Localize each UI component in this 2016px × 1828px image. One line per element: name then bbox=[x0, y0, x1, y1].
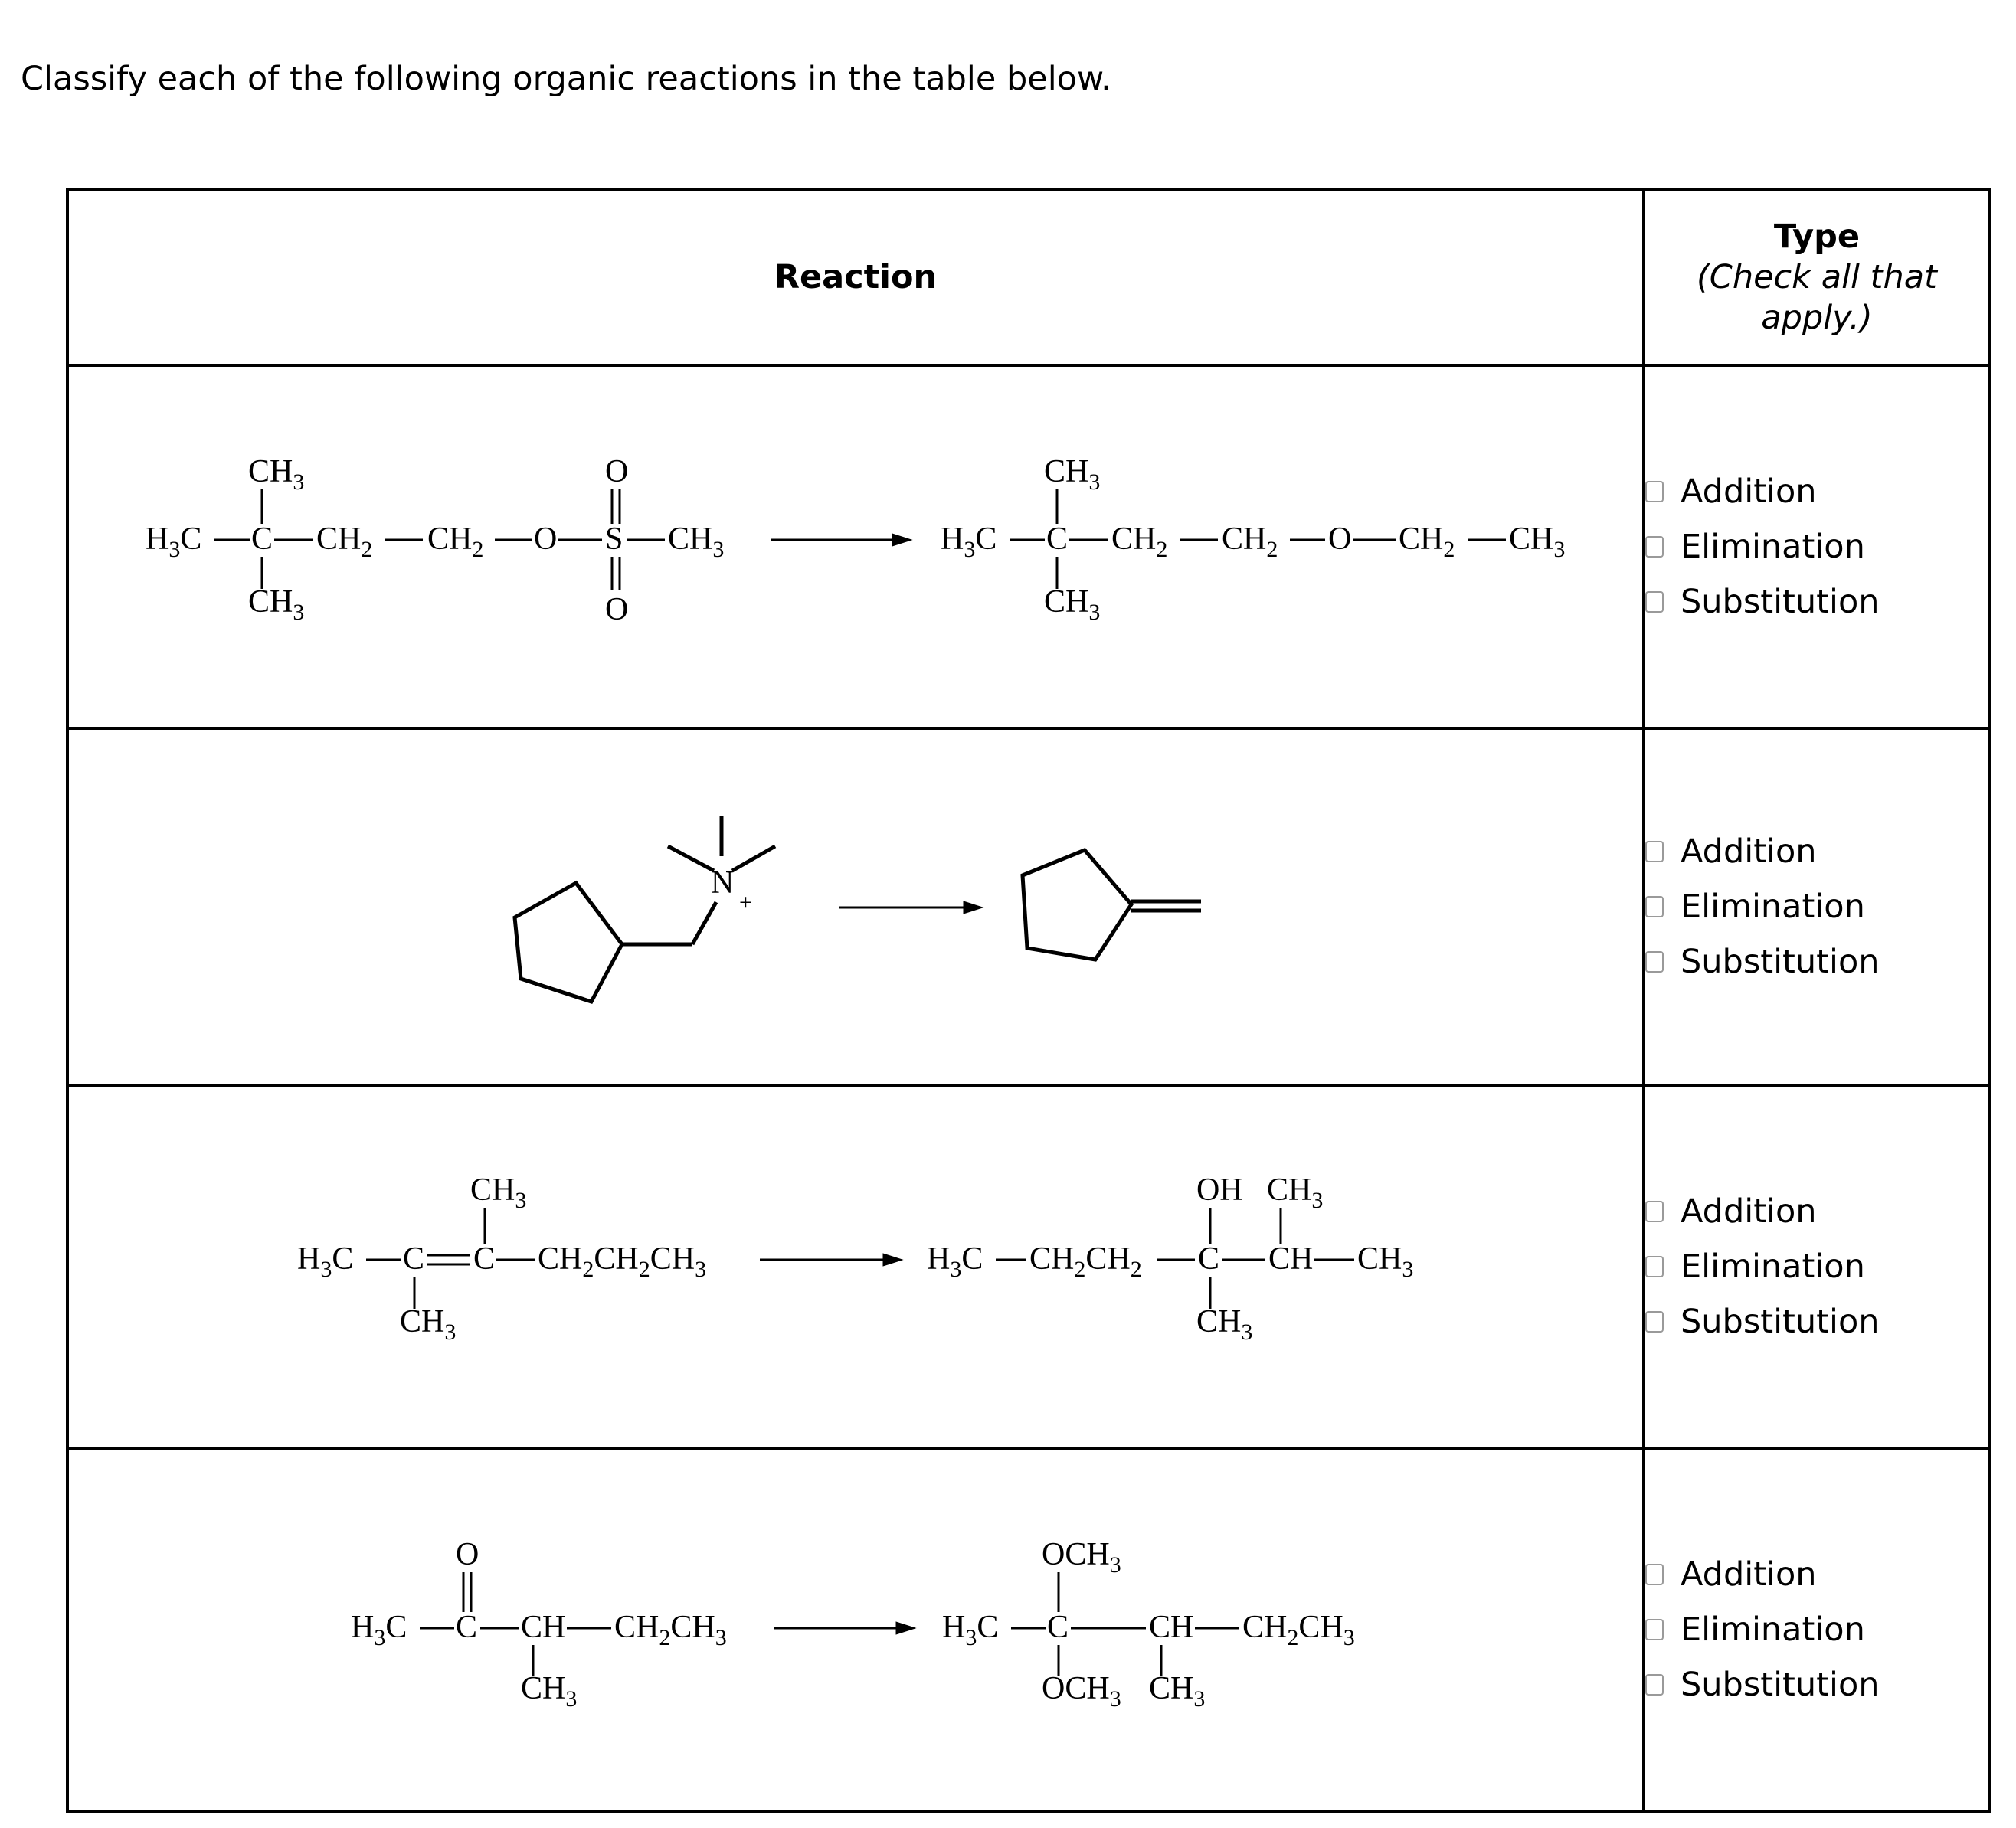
svg-text:C: C bbox=[473, 1241, 496, 1277]
svg-text:CH: CH bbox=[1268, 1241, 1314, 1277]
svg-text:O: O bbox=[605, 592, 629, 627]
reaction-2-type-options bbox=[1644, 728, 1990, 1085]
type-hint-line1: (Check all that bbox=[1697, 257, 1937, 296]
svg-text:O: O bbox=[605, 454, 629, 489]
type-title: Type bbox=[1773, 217, 1861, 256]
reaction-1-cell bbox=[67, 365, 1644, 728]
svg-text:CH3: $CH_3$ bbox=[470, 1172, 527, 1213]
reaction-table bbox=[66, 188, 1991, 1813]
svg-text:CH2CH3: $CH_2CH_3$ bbox=[614, 1610, 727, 1650]
type-column-header bbox=[1644, 189, 1990, 365]
option-label: Elimination bbox=[1681, 1611, 1865, 1649]
svg-text:CH3: $CH_3$ bbox=[1267, 1172, 1324, 1213]
svg-text:O: O bbox=[534, 522, 558, 557]
table-row bbox=[67, 1085, 1990, 1448]
substitution-checkbox[interactable] bbox=[1645, 1674, 1664, 1696]
svg-text:CH: CH bbox=[1149, 1610, 1194, 1645]
addition-checkbox[interactable] bbox=[1645, 481, 1664, 502]
svg-text:H3C: $H_3C$ bbox=[927, 1241, 983, 1282]
svg-text:O: O bbox=[456, 1537, 479, 1572]
table-row bbox=[67, 728, 1990, 1085]
svg-text:H3C: $H_3C$ bbox=[297, 1241, 354, 1282]
svg-text:CH2: $CH_2$ bbox=[316, 522, 373, 562]
svg-text:C: C bbox=[403, 1241, 425, 1277]
svg-text:CH3: $CH_3$ bbox=[1509, 522, 1566, 562]
svg-text:CH3: $CH_3$ bbox=[521, 1671, 578, 1712]
addition-checkbox[interactable] bbox=[1645, 1201, 1664, 1222]
reaction-2-structure bbox=[69, 730, 1645, 1084]
option-substitution[interactable] bbox=[1645, 934, 1988, 989]
elimination-checkbox[interactable] bbox=[1645, 536, 1664, 558]
option-substitution[interactable] bbox=[1645, 1657, 1988, 1712]
option-elimination[interactable] bbox=[1645, 1602, 1988, 1657]
question-prompt: Classify each of the following organic reactions in the table below. bbox=[21, 60, 1111, 98]
svg-text:+: + bbox=[739, 890, 752, 915]
elimination-checkbox[interactable] bbox=[1645, 1256, 1664, 1277]
reaction-2-cell bbox=[67, 728, 1644, 1085]
elimination-checkbox[interactable] bbox=[1645, 1619, 1664, 1640]
option-label: Addition bbox=[1681, 1192, 1817, 1231]
svg-text:CH3: $CH_3$ bbox=[1357, 1241, 1414, 1282]
svg-text:H3C: $H_3C$ bbox=[351, 1610, 407, 1650]
svg-text:CH2CH3: $CH_2CH_3$ bbox=[1242, 1610, 1355, 1650]
reaction-3-type-options bbox=[1644, 1085, 1990, 1448]
svg-text:CH3: $CH_3$ bbox=[400, 1304, 457, 1345]
option-addition[interactable] bbox=[1645, 824, 1988, 879]
addition-checkbox[interactable] bbox=[1645, 841, 1664, 862]
reaction-column-header: Reaction bbox=[67, 189, 1644, 365]
addition-checkbox[interactable] bbox=[1645, 1564, 1664, 1585]
option-addition[interactable] bbox=[1645, 1184, 1988, 1239]
svg-text:CH2: $CH_2$ bbox=[1399, 522, 1455, 562]
reaction-4-structure bbox=[69, 1450, 1645, 1810]
svg-text:H3C: $H_3C$ bbox=[942, 1610, 999, 1650]
svg-text:C: C bbox=[1047, 1610, 1069, 1645]
type-hint-line2: apply.) bbox=[1761, 298, 1873, 337]
svg-text:O: O bbox=[1328, 522, 1352, 557]
reaction-1-type-options bbox=[1644, 365, 1990, 728]
reaction-3-structure bbox=[69, 1087, 1645, 1447]
option-label: Addition bbox=[1681, 473, 1817, 511]
substitution-checkbox[interactable] bbox=[1645, 591, 1664, 613]
svg-text:H3C: $H_3C$ bbox=[941, 522, 997, 562]
table-header-row bbox=[67, 189, 1990, 365]
svg-text:H3C: $H_3C$ bbox=[146, 522, 202, 562]
substitution-checkbox[interactable] bbox=[1645, 951, 1664, 973]
svg-text:CH3: $CH_3$ bbox=[1044, 584, 1101, 625]
substitution-checkbox[interactable] bbox=[1645, 1311, 1664, 1333]
option-label: Elimination bbox=[1681, 1248, 1865, 1286]
svg-text:CH2: $CH_2$ bbox=[1111, 522, 1168, 562]
option-elimination[interactable] bbox=[1645, 519, 1988, 574]
svg-text:N: N bbox=[711, 865, 735, 901]
svg-text:CH2CH2CH3: $CH_2CH_2CH_3$ bbox=[538, 1241, 707, 1282]
option-label: Elimination bbox=[1681, 528, 1865, 566]
option-label: Substitution bbox=[1681, 583, 1880, 621]
option-label: Substitution bbox=[1681, 1303, 1880, 1341]
table-row bbox=[67, 1448, 1990, 1811]
reaction-1-structure bbox=[69, 367, 1645, 727]
option-label: Addition bbox=[1681, 832, 1817, 871]
svg-text:CH: CH bbox=[521, 1610, 566, 1645]
svg-text:CH3: $CH_3$ bbox=[248, 584, 305, 625]
svg-text:CH3: $CH_3$ bbox=[1044, 454, 1101, 495]
svg-text:CH3: $CH_3$ bbox=[248, 454, 305, 495]
svg-text:CH3: $CH_3$ bbox=[1149, 1671, 1206, 1712]
svg-text:C: C bbox=[1046, 522, 1069, 557]
option-label: Substitution bbox=[1681, 1666, 1880, 1704]
reaction-4-type-options bbox=[1644, 1448, 1990, 1811]
svg-text:CH2CH2: $CH_2CH_2$ bbox=[1029, 1241, 1142, 1282]
svg-text:OCH3: $OCH_3$ bbox=[1042, 1537, 1121, 1578]
svg-text:OH: OH bbox=[1196, 1172, 1243, 1208]
option-addition[interactable] bbox=[1645, 1547, 1988, 1602]
option-substitution[interactable] bbox=[1645, 1294, 1988, 1349]
table-row bbox=[67, 365, 1990, 728]
reaction-3-cell bbox=[67, 1085, 1644, 1448]
option-addition[interactable] bbox=[1645, 464, 1988, 519]
elimination-checkbox[interactable] bbox=[1645, 896, 1664, 917]
reaction-4-cell bbox=[67, 1448, 1644, 1811]
svg-text:C: C bbox=[1198, 1241, 1220, 1277]
option-label: Elimination bbox=[1681, 888, 1865, 926]
svg-text:CH2: $CH_2$ bbox=[1222, 522, 1278, 562]
svg-text:CH3: $CH_3$ bbox=[1196, 1304, 1253, 1345]
option-label: Substitution bbox=[1681, 943, 1880, 981]
svg-text:CH3: $CH_3$ bbox=[668, 522, 725, 562]
svg-text:S: S bbox=[605, 522, 623, 557]
option-label: Addition bbox=[1681, 1555, 1817, 1594]
option-elimination[interactable] bbox=[1645, 879, 1988, 934]
svg-text:OCH3: $OCH_3$ bbox=[1042, 1671, 1121, 1712]
option-substitution[interactable] bbox=[1645, 574, 1988, 629]
svg-text:CH2: $CH_2$ bbox=[427, 522, 484, 562]
option-elimination[interactable] bbox=[1645, 1239, 1988, 1294]
svg-text:C: C bbox=[251, 522, 273, 557]
svg-text:C: C bbox=[456, 1610, 478, 1645]
